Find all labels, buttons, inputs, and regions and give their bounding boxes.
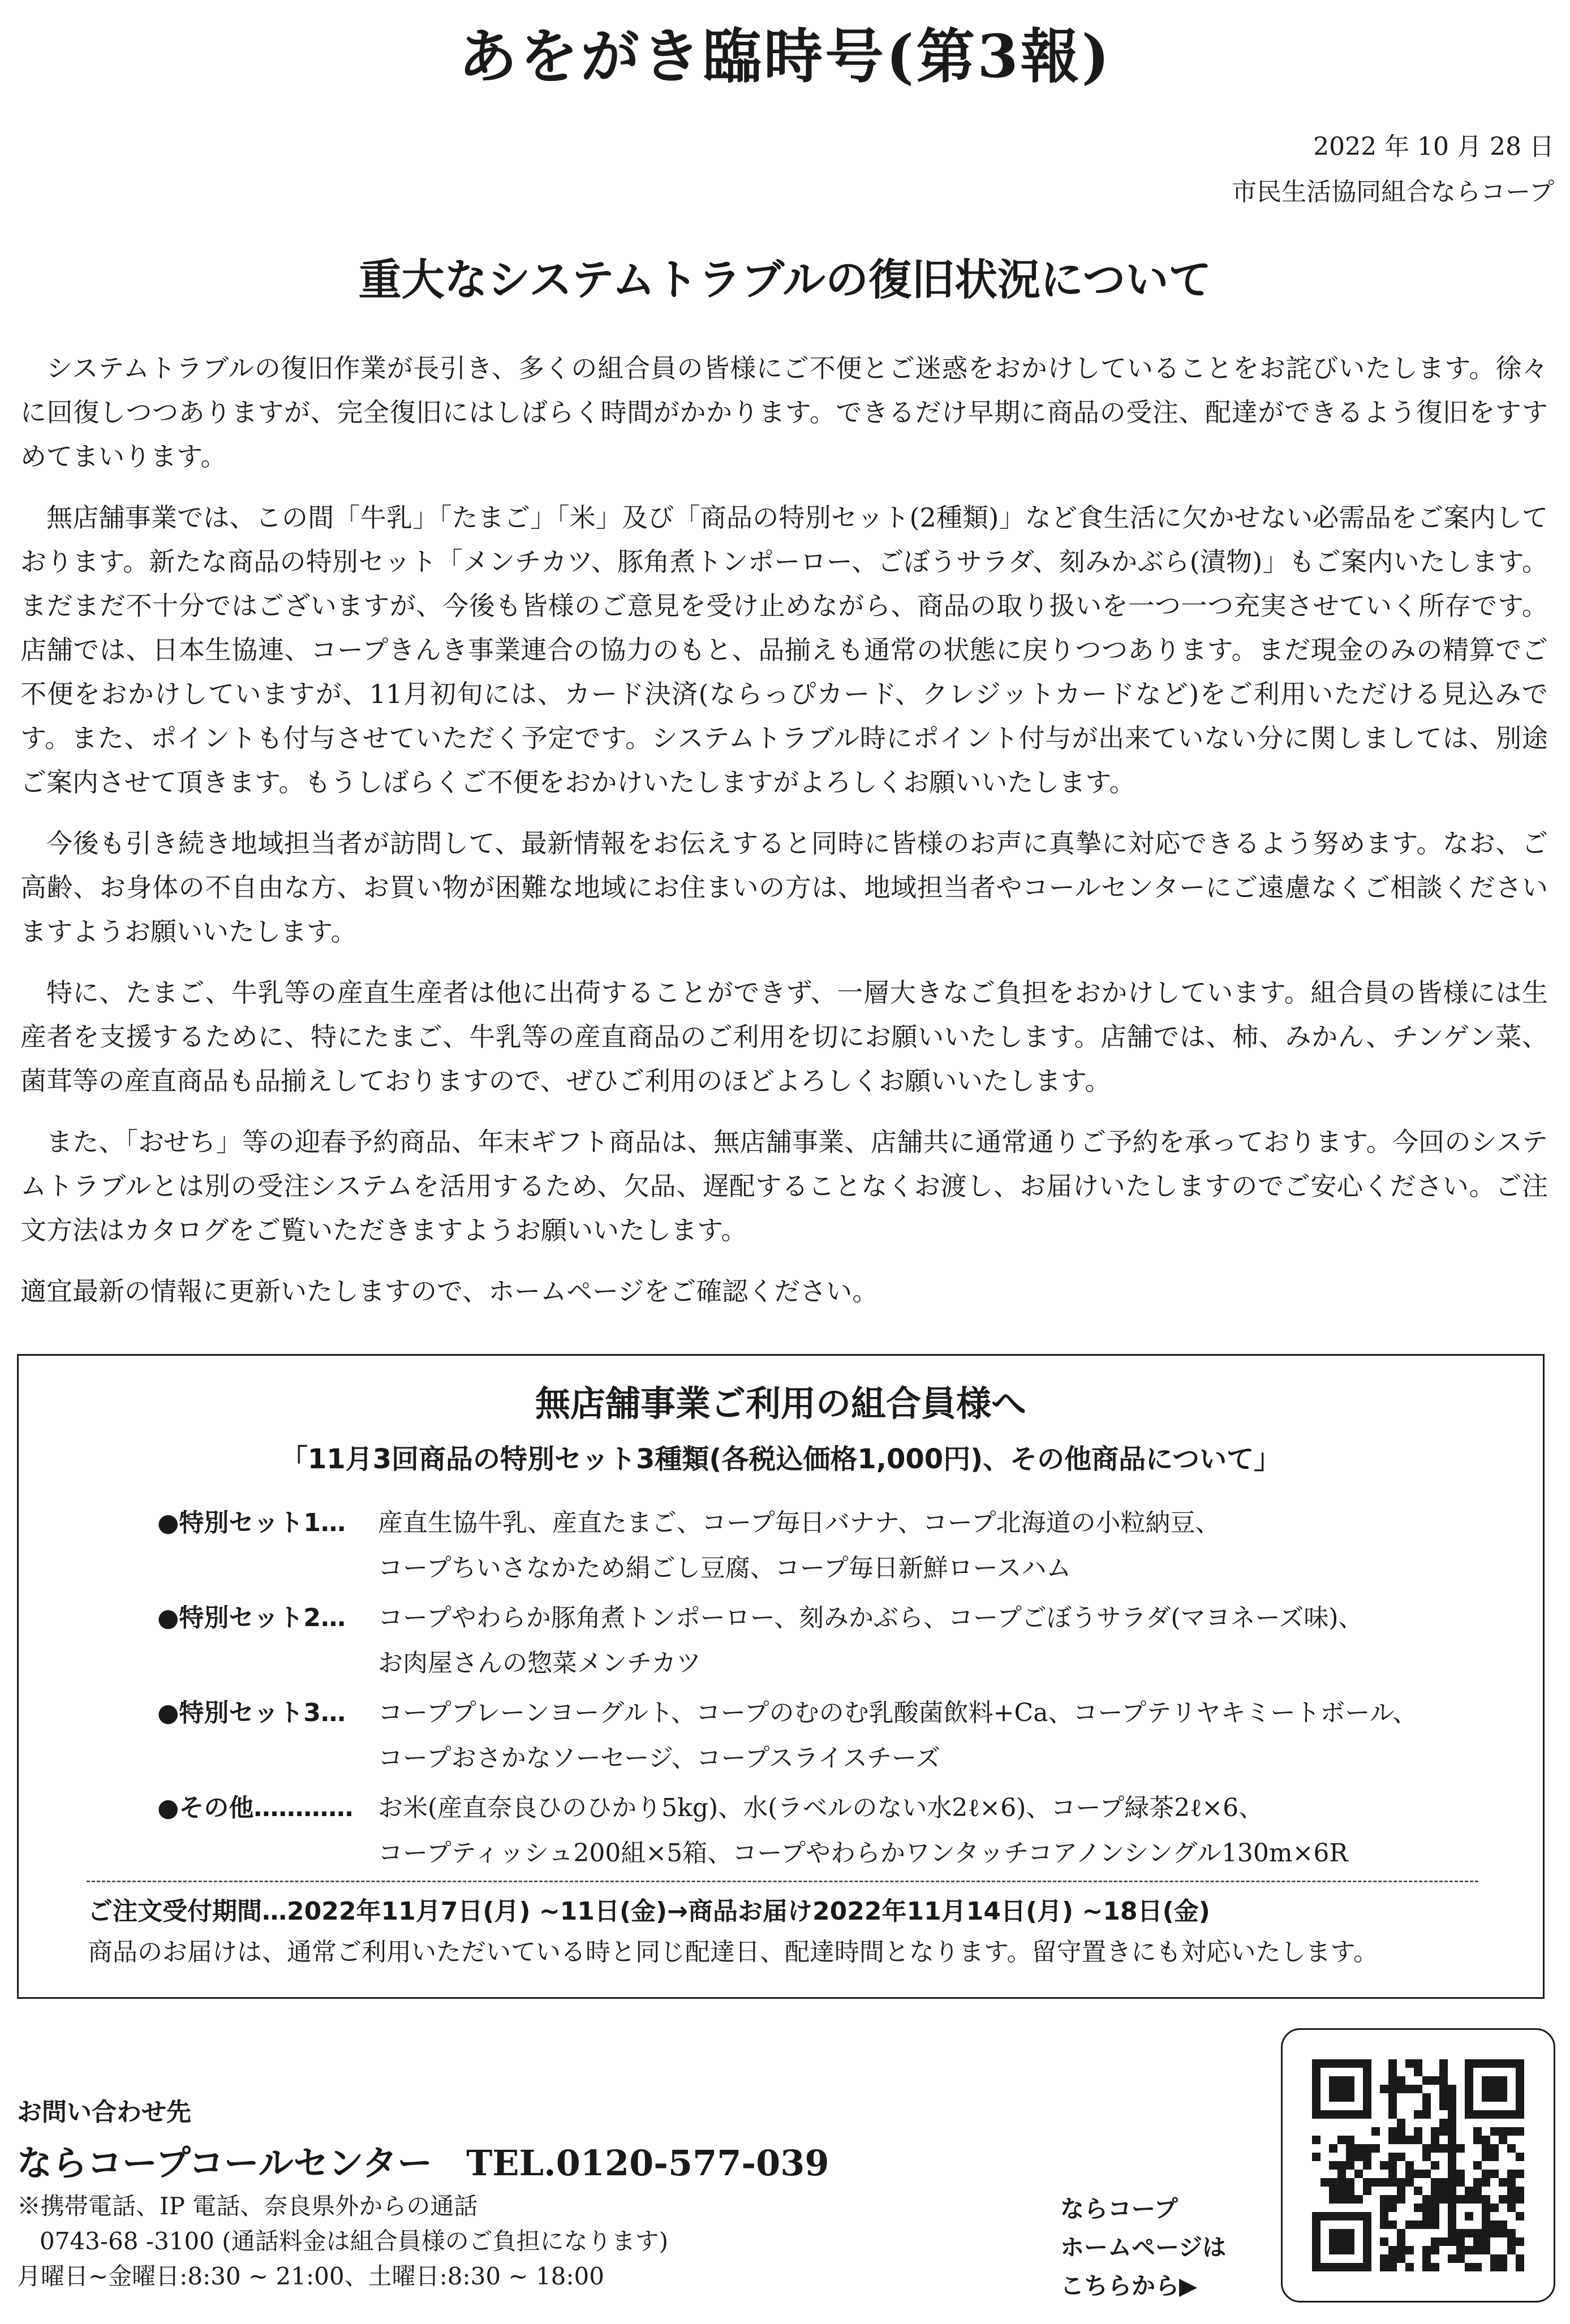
set-line: コープやわらか豚角煮トンポーロー、刻みかぶら、コープごぼうサラダ(マヨネーズ味)、 [378, 1603, 1363, 1632]
contact-note: ※携帯電話、IP 電話、奈良県外からの通話 [17, 2192, 478, 2220]
delivery-note: 商品のお届けは、通常ご利用いただいている時と同じ配達日、配達時間となります。留守置きにも対応いたします。 [88, 1938, 1378, 1967]
qr-code-icon [1312, 2059, 1524, 2271]
paragraph-2: 無店舗事業では、この間「牛乳」「たまご」「米」及び「商品の特別セット(2種類)」など食生活に欠かせない必需品をご案内しております。新たな商品の特別セット「メンチカツ、豚角煮トンポーロー、ごぼうサラダ、刻みかぶら(漬物)」もご案内いたします。まだまだ不十分ではございますが、今後も皆様のご意見を受け止めながら、商品の取り扱いを一つ一つ充実させていく所存です。店舗では、日本生協連、コープきんき事業連合の協力のもと、品揃えも通常の状態に戻りつつあります。まだ現金のみの精算でご不便をおかけしていますが、11月初旬には、カード決済(ならっぴカード、クレジットカードなど)をご利用いただける見込みです。また、ポイントも付与させていただく予定です。システムトラブル時にポイント付与が出来ていない分に関しましては、別途ご案内させて頂きます。もうしばらくご不便をおかけいたしますがよろしくお願いいたします。 [20, 502, 1548, 797]
call-center [17, 2138, 829, 2189]
qr-caption [1060, 2190, 1226, 2305]
alt-phone-number: 0743-68 -3100 (通話料金は組合員様のご負担になります) [40, 2227, 669, 2255]
qr-caption-line: ならコープ [1060, 2195, 1178, 2223]
qr-caption-line: ホームページは [1060, 2234, 1227, 2261]
organization-name: 市民生活協同組合ならコープ [1232, 178, 1554, 206]
set-label: ●その他………… [157, 1793, 354, 1822]
set-line: コープティッシュ200組×5箱、コープやわらかワンタッチコアノンシングル130m×6R [378, 1839, 1348, 1868]
order-period: ご注文受付期間…2022年11月7日(月) ~11日(金)→商品お届け2022年11月14日(月) ~18日(金) [88, 1897, 1210, 1926]
headline: 重大なシステムトラブルの復旧状況について [358, 255, 1212, 305]
paragraph-6: 適宜最新の情報に更新いたしますので、ホームページをご確認ください。 [20, 1276, 879, 1307]
set-line: お肉屋さんの惣菜メンチカツ [378, 1649, 702, 1678]
set-label: ●特別セット1… [157, 1508, 346, 1537]
set-contents [378, 1596, 1363, 1686]
set-line: コープちいさなかため絹ごし豆腐、コープ毎日新鮮ロースハム [378, 1554, 1072, 1583]
set-label: ●特別セット2… [157, 1603, 346, 1632]
qr-caption-line: こちらから▶ [1060, 2272, 1198, 2300]
set-line: コーププレーンヨーグルト、コープのむのむ乳酸菌飲料+Ca、コープテリヤキミートボール、 [378, 1698, 1417, 1727]
set-line: 産直生協牛乳、産直たまご、コープ毎日バナナ、コープ北海道の小粒納豆、 [378, 1508, 1220, 1537]
phone-number[interactable]: TEL.0120-577-039 [466, 2142, 829, 2184]
set-contents [378, 1786, 1348, 1876]
set-item-other [157, 1786, 1515, 1876]
business-hours: 月曜日~金曜日:8:30 ~ 21:00、土曜日:8:30 ~ 18:00 [17, 2262, 604, 2290]
issue-date: 2022 年 10 月 28 日 [1313, 132, 1554, 161]
contact-info [17, 2093, 829, 2294]
paragraph-3: 今後も引き続き地域担当者が訪問して、最新情報をお伝えすると同時に皆様のお声に真摯に対応できるよう努めます。なお、ご高齢、お身体の不自由な方、お買い物が困難な地域にお住まいの方は、地域担当者やコールセンターにご遠慮なくご相談くださいますようお願いいたします。 [20, 828, 1548, 947]
qr-code[interactable] [1281, 2028, 1555, 2303]
notice-box [17, 1354, 1545, 1999]
document-title: あをがき臨時号(第3報) [458, 21, 1112, 91]
body-text [20, 346, 1548, 1330]
paragraph-1: システムトラブルの復旧作業が長引き、多くの組合員の皆様にご不便とご迷惑をおかけしていることをお詫びいたします。徐々に回復しつつありますが、完全復旧にはしばらく時間がかかります。できるだけ早期に商品の受注、配達ができるよう復旧をすすめてまいります。 [20, 353, 1548, 472]
contact-heading: お問い合わせ先 [17, 2098, 191, 2127]
set-contents [378, 1691, 1417, 1781]
set-item-3 [157, 1691, 1515, 1781]
set-contents [378, 1501, 1220, 1591]
set-line: お米(産直奈良ひのひかり5kg)、水(ラベルのない水2ℓ×6)、コープ緑茶2ℓ×6、 [378, 1793, 1264, 1822]
dashed-divider [87, 1881, 1478, 1882]
set-item-1 [157, 1501, 1515, 1591]
set-label: ●特別セット3… [157, 1698, 346, 1727]
call-center-name: ならコープコールセンター [17, 2142, 433, 2184]
set-list [157, 1501, 1515, 1881]
set-line: コープおさかなソーセージ、コープスライスチーズ [378, 1744, 940, 1773]
paragraph-5: また、「おせち」等の迎春予約商品、年末ギフト商品は、無店舗事業、店舗共に通常通りご予約を承っております。今回のシステムトラブルとは別の受注システムを活用するため、欠品、遅配することなくお渡し、お届けいたしますのでご安心ください。ご注文方法はカタログをご覧いただきますようお願いいたします。 [20, 1127, 1548, 1245]
notice-subtitle: 「11月3回商品の特別セット3種類(各税込価格1,000円)、その他商品について」 [280, 1443, 1281, 1475]
set-item-2 [157, 1596, 1515, 1686]
paragraph-4: 特に、たまご、牛乳等の産直生産者は他に出荷することができず、一層大きなご負担をおかけしています。組合員の皆様には生産者を支援するために、特にたまご、牛乳等の産直商品のご利用を切にお願いいたします。店舗では、柿、みかん、チンゲン菜、菌茸等の産直商品も品揃えしておりますので、ぜひご利用のほどよろしくお願いいたします。 [20, 977, 1548, 1096]
notice-title: 無店舗事業ご利用の組合員様へ [535, 1383, 1026, 1424]
